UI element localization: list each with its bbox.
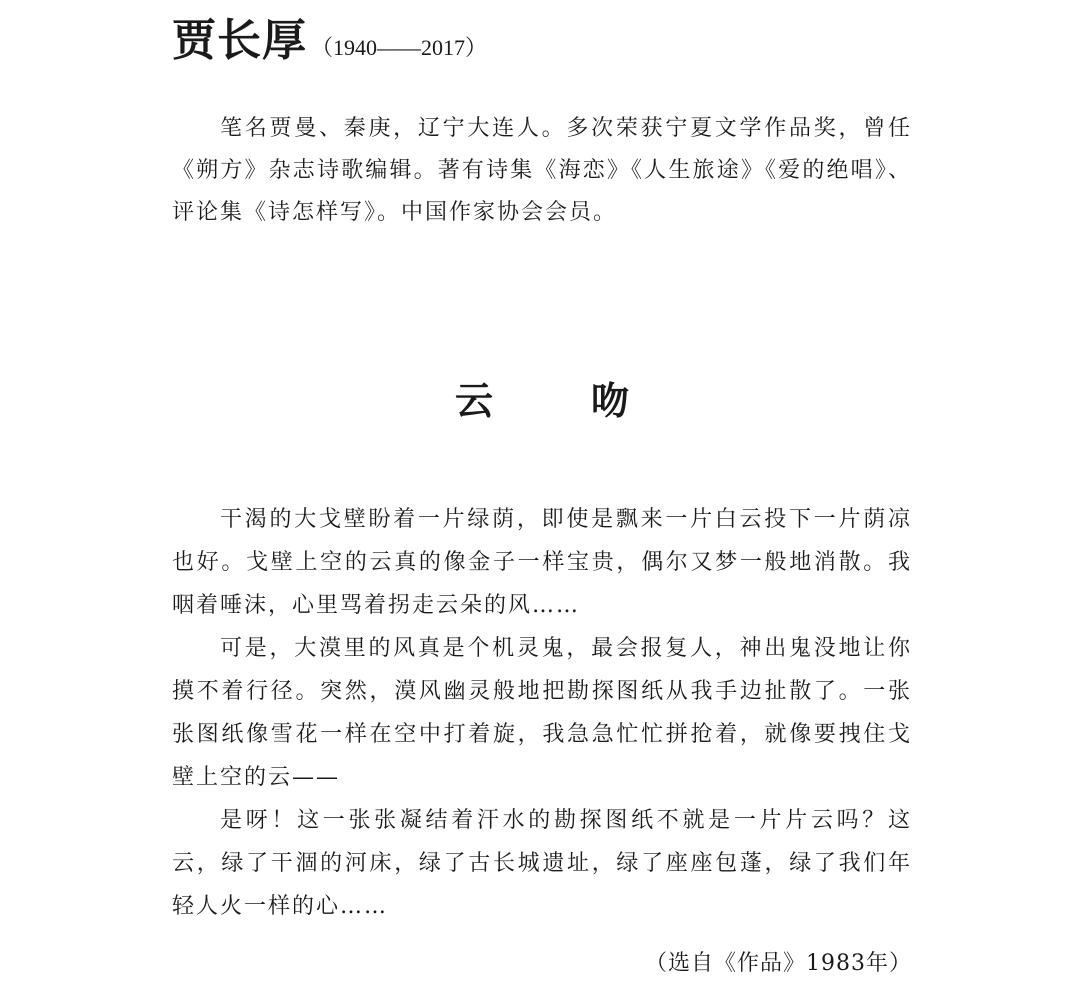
author-bio	[172, 108, 912, 234]
essay-body	[172, 498, 912, 928]
essay-paragraph-1: 干渴的大戈壁盼着一片绿荫，即使是飘来一片白云投下一片荫凉也好。戈壁上空的云真的像金子一样宝贵，偶尔又梦一般地消散。我咽着唾沫，心里骂着拐走云朵的风……	[172, 507, 912, 618]
essay-paragraph-3: 是呀！这一张张凝结着汗水的勘探图纸不就是一片片云吗？这云，绿了干涸的河床，绿了古长城遗址，绿了座座包蓬，绿了我们年轻人火一样的心……	[172, 808, 912, 919]
author-header	[172, 4, 487, 68]
author-years: （1940——2017）	[311, 35, 488, 60]
essay-title: 云 吻	[454, 379, 659, 423]
essay-paragraph-2: 可是，大漠里的风真是个机灵鬼，最会报复人，神出鬼没地让你摸不着行径。突然，漠风幽灵般地把勘探图纸从我手边扯散了。一张张图纸像雪花一样在空中打着旋，我急急忙忙拼抢着，就像要拽住戈壁上空的云——	[172, 636, 912, 790]
author-name: 贾长厚	[172, 15, 307, 66]
book-page	[172, 0, 912, 996]
source-note: （选自《作品》1983年）	[645, 951, 912, 976]
author-bio-paragraph: 笔名贾曼、秦庚，辽宁大连人。多次荣获宁夏文学作品奖，曾任《朔方》杂志诗歌编辑。著有诗集《海恋》《人生旅途》《爱的绝唱》、评论集《诗怎样写》。中国作家协会会员。	[172, 116, 912, 225]
